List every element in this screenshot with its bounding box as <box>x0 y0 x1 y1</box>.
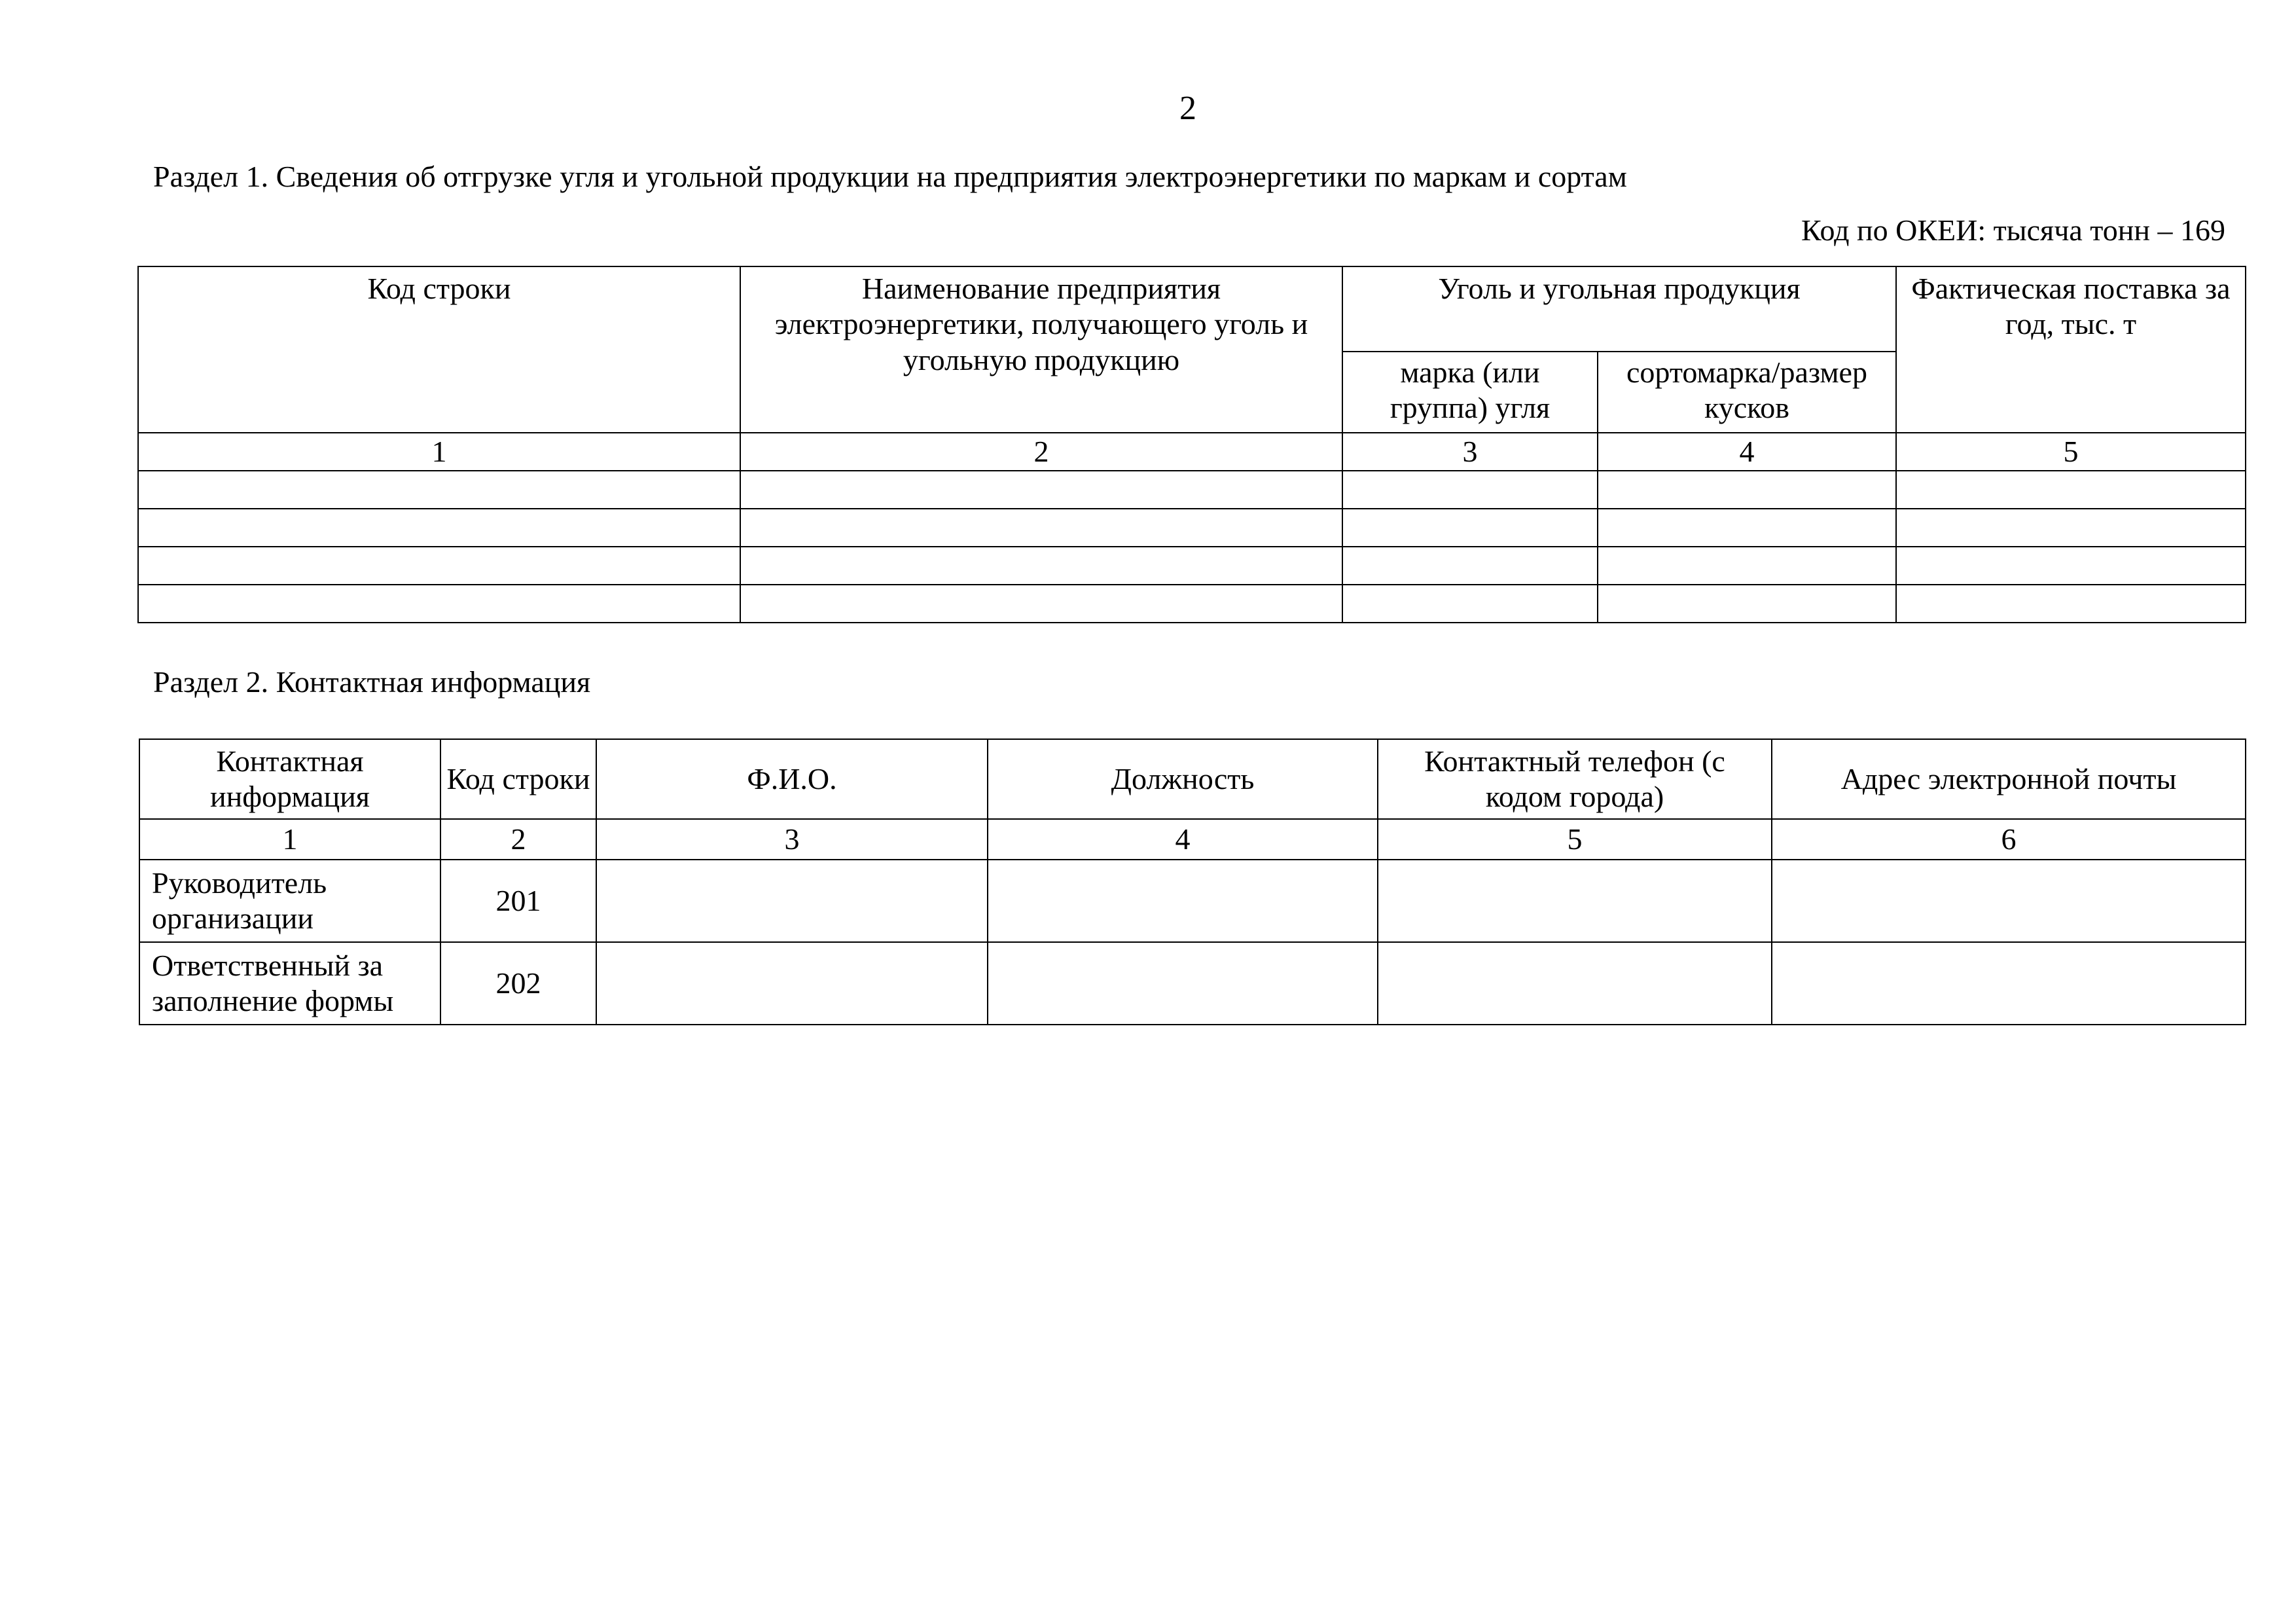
full-name-cell[interactable] <box>596 860 988 942</box>
input-cell[interactable] <box>1896 585 2246 623</box>
contact-info-table <box>139 739 2246 1025</box>
input-cell[interactable] <box>138 509 740 547</box>
input-cell[interactable] <box>1342 547 1598 585</box>
header-row-code: Код строки <box>440 739 596 819</box>
column-number-row <box>139 819 2246 860</box>
column-number: 5 <box>1896 433 2246 471</box>
email-cell[interactable] <box>1772 942 2246 1025</box>
row-code: 201 <box>440 860 596 942</box>
column-number: 4 <box>1598 433 1896 471</box>
column-number: 2 <box>740 433 1342 471</box>
column-number: 5 <box>1378 819 1772 860</box>
input-cell[interactable] <box>138 585 740 623</box>
input-cell[interactable] <box>1598 585 1896 623</box>
header-coal-grade: марка (или группа) угля <box>1342 352 1598 433</box>
full-name-cell[interactable] <box>596 942 988 1025</box>
column-number-row <box>138 433 2246 471</box>
page-number: 2 <box>1179 90 1196 127</box>
column-number: 3 <box>596 819 988 860</box>
table-row <box>138 509 2246 547</box>
okei-code: Код по ОКЕИ: тысяча тонн – 169 <box>1801 213 2225 247</box>
header-row-code: Код строки <box>138 266 740 433</box>
input-cell[interactable] <box>1598 509 1896 547</box>
input-cell[interactable] <box>740 585 1342 623</box>
table-row <box>139 942 2246 1025</box>
column-number: 1 <box>139 819 440 860</box>
header-full-name: Ф.И.О. <box>596 739 988 819</box>
table-row <box>138 585 2246 623</box>
header-phone: Контактный телефон (с кодом города) <box>1378 739 1772 819</box>
table-row <box>138 547 2246 585</box>
table-row <box>138 471 2246 509</box>
section-2-title: Раздел 2. Контактная информация <box>153 665 591 699</box>
input-cell[interactable] <box>1598 547 1896 585</box>
input-cell[interactable] <box>740 471 1342 509</box>
input-cell[interactable] <box>1896 547 2246 585</box>
header-contact-info: Контактная информация <box>139 739 440 819</box>
input-cell[interactable] <box>1342 585 1598 623</box>
input-cell[interactable] <box>138 547 740 585</box>
input-cell[interactable] <box>138 471 740 509</box>
table-row <box>139 860 2246 942</box>
column-number: 4 <box>988 819 1378 860</box>
header-coal-sort: сортомарка/размер кусков <box>1598 352 1896 433</box>
input-cell[interactable] <box>1896 509 2246 547</box>
position-cell[interactable] <box>988 860 1378 942</box>
header-actual-supply: Фактическая поставка за год, тыс. т <box>1896 266 2246 433</box>
column-number: 2 <box>440 819 596 860</box>
input-cell[interactable] <box>1598 471 1896 509</box>
coal-shipment-table <box>137 266 2246 623</box>
row-code: 202 <box>440 942 596 1025</box>
header-email: Адрес электронной почты <box>1772 739 2246 819</box>
input-cell[interactable] <box>740 509 1342 547</box>
email-cell[interactable] <box>1772 860 2246 942</box>
header-coal-group: Уголь и угольная продукция <box>1342 266 1896 352</box>
column-number: 1 <box>138 433 740 471</box>
position-cell[interactable] <box>988 942 1378 1025</box>
input-cell[interactable] <box>1896 471 2246 509</box>
phone-cell[interactable] <box>1378 860 1772 942</box>
input-cell[interactable] <box>1342 471 1598 509</box>
header-enterprise-name: Наименование предприятия электроэнергетики, получающего уголь и угольную продукцию <box>740 266 1342 433</box>
header-position: Должность <box>988 739 1378 819</box>
section-1-title: Раздел 1. Сведения об отгрузке угля и угольной продукции на предприятия электроэнергетики по маркам и сортам <box>153 160 1627 193</box>
row-label-head: Руководитель организации <box>139 860 440 942</box>
input-cell[interactable] <box>1342 509 1598 547</box>
column-number: 3 <box>1342 433 1598 471</box>
column-number: 6 <box>1772 819 2246 860</box>
row-label-responsible: Ответственный за заполнение формы <box>139 942 440 1025</box>
input-cell[interactable] <box>740 547 1342 585</box>
phone-cell[interactable] <box>1378 942 1772 1025</box>
